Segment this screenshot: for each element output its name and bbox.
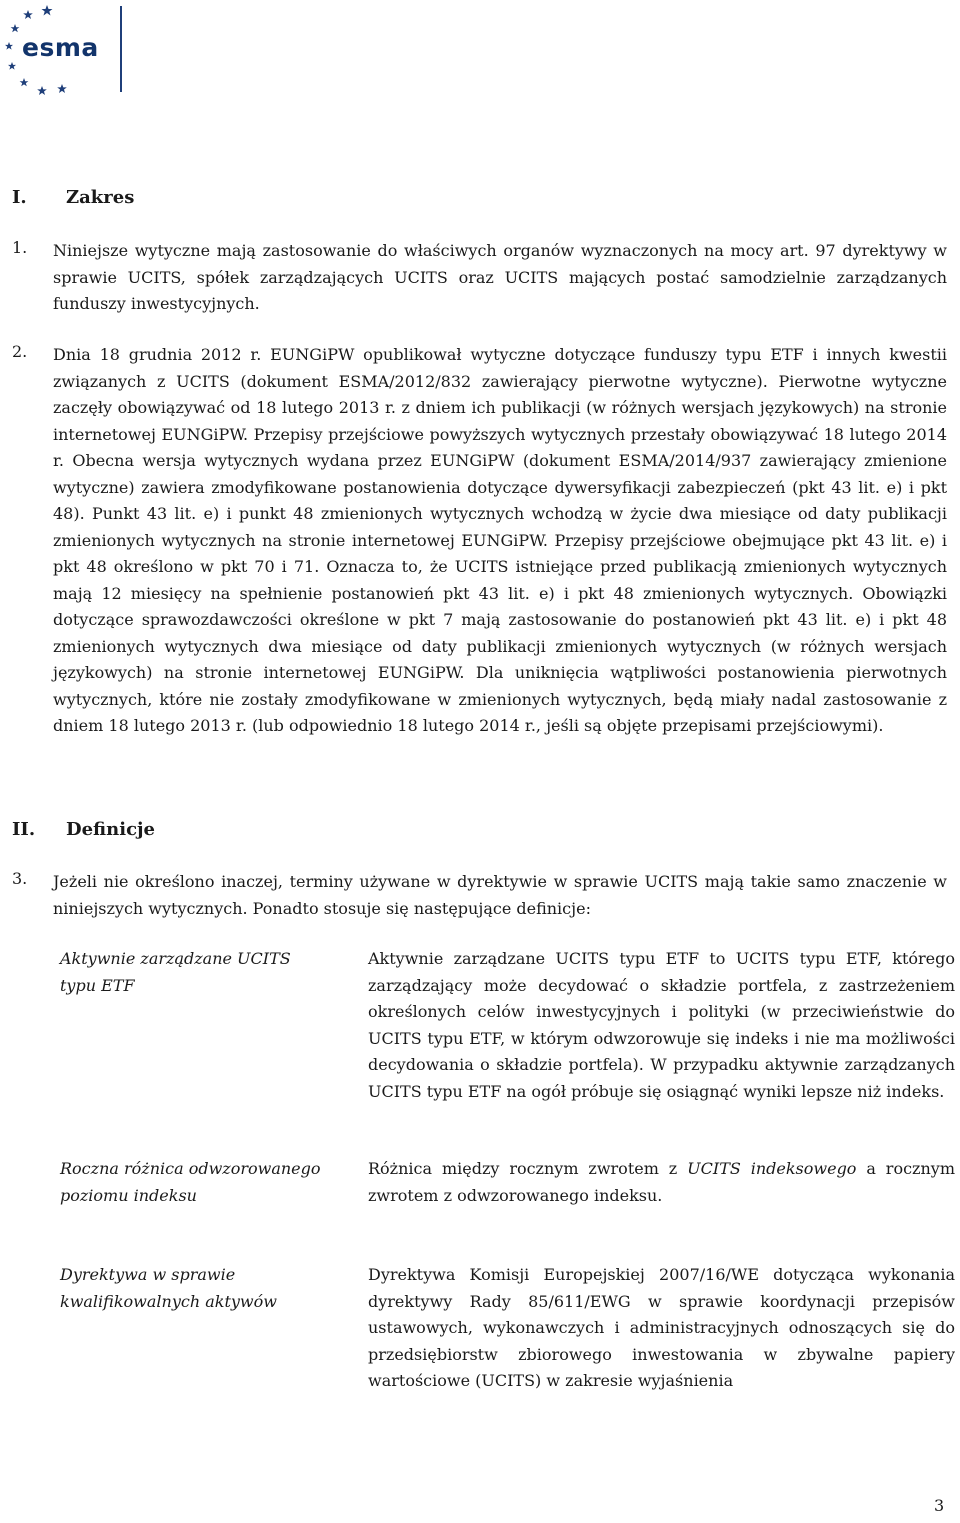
paragraph-number: 1. <box>12 238 28 257</box>
definition-term: Dyrektywa w sprawie kwalifikowalnych aktywów <box>60 1265 277 1311</box>
paragraph-text: Dnia 18 grudnia 2012 r. EUNGiPW opublikował wytyczne dotyczące funduszy typu ETF i innych kwestii związanych z UCITS (dokument ESMA/2012/832 zawierający pierwotne wytyczne). Pierwotne wytyczne zaczęły obowiązywać od 18 lutego 2013 r. z dniem ich publikacji (w różnych wersjach językowych) na stronie internetowej EUNGiPW. Przepisy przejściowe powyższych wytycznych przestały obowiązywać 18 lutego 2014 r. Obecna wersja wytycznych wydana przez EUNGiPW (dokument ESMA/2014/937 zawierający zmienione wytyczne) zawiera zmodyfikowane postanowienia dotyczące dywersyfikacji zabezpieczeń (pkt 43 lit. e) i pkt 48). Punkt 43 lit. e) i punkt 48 zmienionych wytycznych wchodzą w życie dwa miesiące od daty publikacji zmienionych wytycznych na stronie internetowej EUNGiPW. Przepisy przejściowe obejmujące pkt 43 lit. e) i pkt 48 określono w pkt 70 i 71. Oznacza to, że UCITS istniejące przed publikacją zmienionych wytycznych mają 12 miesięcy na spełnienie postanowień pkt 43 lit. e) i pkt 48 zmienionych wytycznych. Obowiązki dotyczące sprawozdawczości określone w pkt 7 mają zastosowanie do postanowień pkt 43 lit. e) i pkt 48 zmienionych wytycznych dwa miesiące od daty publikacji zmienionych wytycznych (w różnych wersjach językowych) na stronie internetowej EUNGiPW. Dla uniknięcia wątpliwości postanowienia pierwotnych wytycznych, które nie zostały zmodyfikowane w zmienionych wytycznych, będą miały nadal zastosowanie z dniem 18 lutego 2013 r. (lub odpowiednio 18 lutego 2014 r., jeśli są objęte przepisami przejściowymi). <box>53 345 947 735</box>
section-number: II. <box>12 819 36 840</box>
definition-text-italic: UCITS indeksowego <box>687 1159 857 1178</box>
paragraph-number: 3. <box>12 869 28 888</box>
logo-divider <box>120 6 122 92</box>
paragraph-text: Jeżeli nie określono inaczej, terminy używane w dyrektywie w sprawie UCITS mają takie samo znaczenie w niniejszych wytycznych. Ponadto stosuje się następujące definicje: <box>53 872 947 918</box>
definition-text: Aktywnie zarządzane UCITS typu ETF to UCITS typu ETF, którego zarządzający może decydować o składzie portfela, z zastrzeżeniem określonych celów inwestycyjnych i polityki (w przeciwieństwie do UCITS typu ETF, w którym odwzorowuje się indeks i nie ma możliwości decydowania o składzie portfela). W przypadku aktywnie zarządzanych UCITS typu ETF na ogół próbuje się osiągnąć wyniki lepsze niż indeks. <box>368 949 955 1101</box>
definition-term: Roczna różnica odwzorowanego poziomu indeksu <box>60 1159 321 1205</box>
paragraph-number: 2. <box>12 342 28 361</box>
paragraph-text: Niniejsze wytyczne mają zastosowanie do właściwych organów wyznaczonych na mocy art. 97 dyrektywy w sprawie UCITS, spółek zarządzających UCITS oraz UCITS mających postać samodzielnie zarządzanych funduszy inwestycyjnych. <box>53 241 947 313</box>
definition-text-part: Różnica między rocznym zwrotem z <box>368 1159 688 1178</box>
section-number: I. <box>12 187 27 208</box>
definition-text-part: a rocznym zwrotem z odwzorowanego indeksu. <box>368 1159 955 1205</box>
esma-logo <box>0 0 130 100</box>
definition-text <box>368 1156 955 1209</box>
logo-text: esma <box>22 33 99 62</box>
definition-term: Aktywnie zarządzane UCITS typu ETF <box>60 949 291 995</box>
page-number: 3 <box>934 1496 945 1515</box>
definition-text: Dyrektywa Komisji Europejskiej 2007/16/WE dotycząca wykonania dyrektywy Rady 85/611/EWG w sprawie koordynacji przepisów ustawowych, wykonawczych i administracyjnych odnoszących się do przedsiębiorstw zbiorowego inwestowania w zbywalne papiery wartościowe (UCITS) w zakresie wyjaśnienia <box>368 1265 955 1390</box>
section-title: Zakres <box>66 187 135 208</box>
section-title: Definicje <box>66 819 155 840</box>
